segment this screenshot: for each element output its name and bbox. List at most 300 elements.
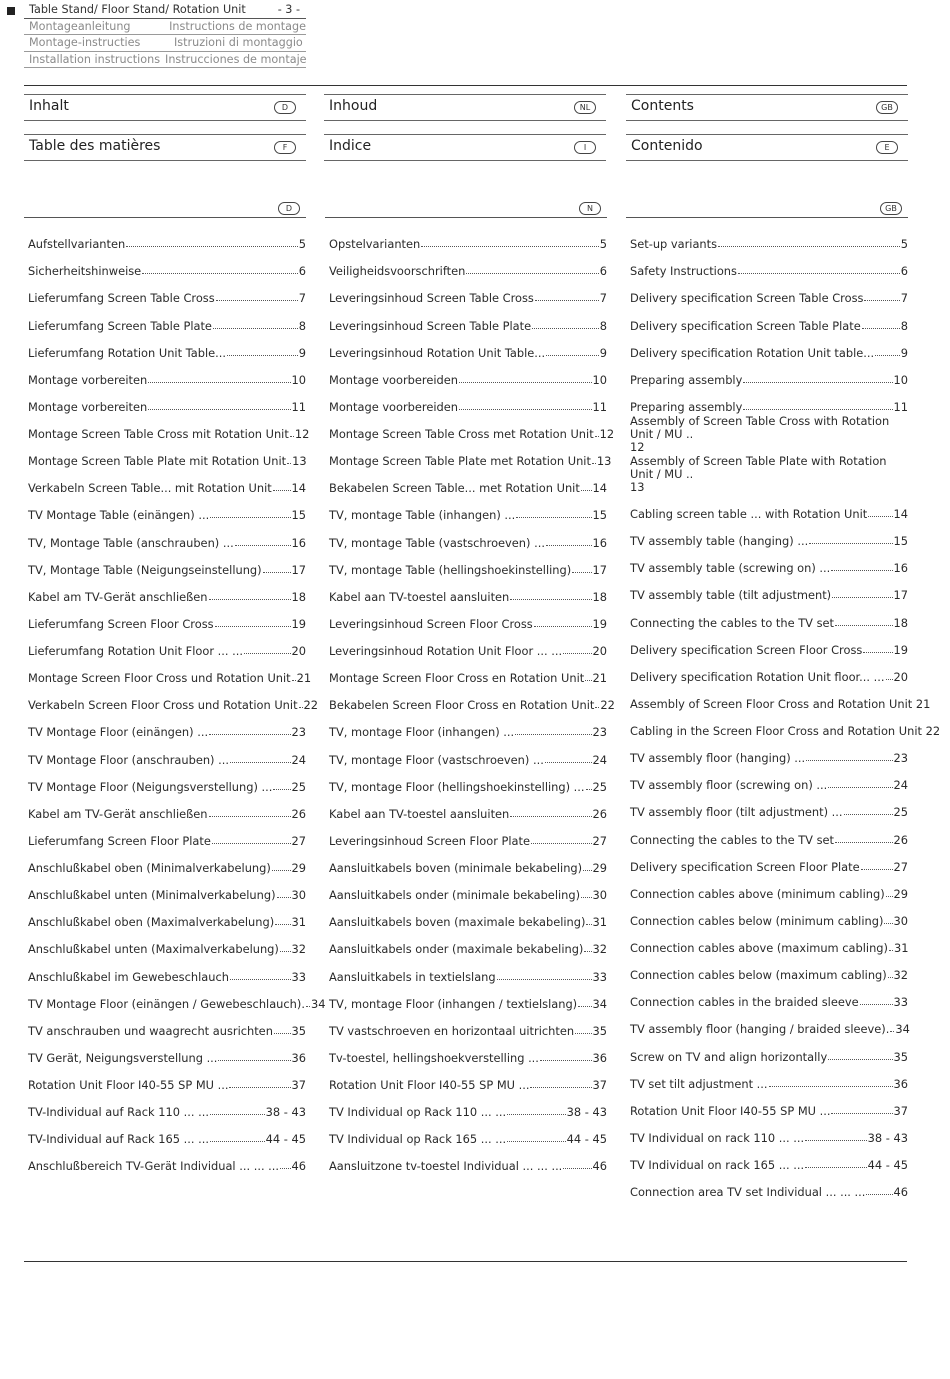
dot-leader: [277, 896, 291, 898]
toc-entry: [626, 1091, 908, 1118]
toc-entry: [626, 305, 908, 332]
toc-entry-title: Leveringsinhoud Screen Table Cross: [329, 291, 534, 306]
dot-leader: [275, 923, 290, 925]
toc-entry: [24, 685, 319, 713]
dot-leader: [292, 679, 296, 681]
toc-entry: [626, 819, 908, 846]
toc-entry-page: 23: [291, 725, 306, 740]
toc-entry-page: 23: [893, 751, 908, 766]
toc-entry-page: 27: [291, 833, 306, 848]
toc-entry-page: 15: [291, 508, 306, 523]
toc-entry: [325, 387, 607, 414]
toc-entry: [325, 305, 607, 332]
toc-entry-page: 25: [592, 779, 607, 794]
dot-leader: [148, 408, 290, 410]
toc-entry-page: 11: [592, 399, 607, 414]
column-code-badge: GB: [880, 202, 902, 215]
dot-leader: [563, 1167, 591, 1169]
dot-leader: [890, 1030, 894, 1032]
dot-leader: [835, 841, 893, 843]
toc-entry: [325, 278, 607, 305]
toc-entry-title: Anschlußkabel unten (Minimalverkabelung): [28, 888, 276, 903]
toc-entry-page: 21: [592, 671, 607, 686]
dot-leader: [546, 544, 592, 546]
toc-entry-title: Delivery specification Screen Floor Cross: [630, 642, 863, 657]
toc-entry-title: Leveringsinhoud Rotation Unit Floor ... ...: [329, 644, 563, 658]
toc-entry-title: TV assembly table (screwing on) ...: [630, 561, 831, 576]
toc-entry-page: 12: [599, 427, 615, 441]
toc-entry: [24, 956, 306, 983]
toc-entry-title: TV assembly table (hanging) ...: [630, 534, 809, 549]
toc-entry-page: 13: [596, 454, 612, 469]
dot-leader: [546, 354, 599, 356]
toc-entry-page: 18: [592, 589, 607, 604]
dot-leader: [273, 489, 291, 491]
toc-entry: [24, 251, 306, 278]
toc-entry-title: Aansluitkabels onder (maximale bekabeling): [329, 942, 584, 957]
toc-entry-title: Connection cables above (maximum cabling): [630, 941, 888, 955]
toc-entry-page: 9: [298, 345, 306, 360]
toc-entry: [24, 333, 306, 360]
dot-leader: [306, 1005, 310, 1007]
toc-entry-title: Connection cables below (maximum cabling): [630, 968, 887, 983]
toc-entry: [24, 522, 306, 549]
toc-entry-title: TV Montage Floor (Neigungsverstellung) ...: [28, 779, 273, 794]
toc-entry: [626, 1036, 908, 1063]
lang-code-badge: D: [274, 101, 296, 114]
toc-column-nl: [325, 201, 615, 1174]
toc-entry-title: Delivery specification Screen Table Plate: [630, 318, 861, 333]
lang-heading-title: Table des matières: [29, 138, 161, 154]
toc-entry-title: Anschlußkabel oben (Minimalverkabelung): [28, 861, 271, 875]
dot-leader: [545, 761, 592, 763]
toc-entry-title: Aansluitkabels in textielslang: [329, 969, 496, 984]
toc-entry-title: Cabling in the Screen Floor Cross and Rotation Unit 22: [630, 724, 941, 738]
dot-leader: [263, 571, 291, 573]
lang-heading-gb: [626, 94, 908, 121]
toc-entry: [325, 1146, 607, 1173]
toc-entry-title: TV assembly floor (hanging / braided sleeve).: [630, 1022, 890, 1037]
toc-column-header: [325, 201, 607, 218]
toc-entry-title: Montage voorbereiden: [329, 399, 458, 414]
lang-heading-e: [626, 134, 908, 161]
lang-code-badge: NL: [574, 101, 596, 114]
toc-entry-title: Connection area TV set Individual ... ... ...: [630, 1185, 866, 1200]
toc-entry-title: Bekabelen Screen Table... met Rotation Unit: [329, 481, 580, 496]
toc-entry-title: Safety Instructions: [630, 264, 737, 279]
toc-entry: [626, 955, 908, 982]
toc-entry-page: 33: [291, 969, 306, 984]
toc-entry-page: 11: [291, 399, 306, 414]
toc-entry-title: TV, Montage Table (anschrauben) ...: [28, 535, 234, 550]
toc-entry-page: 46: [291, 1159, 306, 1174]
dot-leader: [835, 624, 893, 626]
dot-leader: [866, 1193, 892, 1195]
toc-entry-title: TV Individual op Rack 110 ... ...: [329, 1105, 507, 1120]
toc-entry-title: Kabel am TV-Gerät anschließen: [28, 806, 208, 821]
lang-heading-title: Contenido: [631, 138, 703, 154]
toc-entry-page: 8: [298, 318, 306, 333]
toc-entry-title: TV, montage Floor (inhangen / textielslang): [329, 996, 578, 1011]
toc-entry: [626, 1118, 908, 1145]
dot-leader: [534, 625, 592, 627]
dot-leader: [864, 299, 899, 301]
toc-entry: [325, 522, 607, 549]
toc-entry: [24, 577, 306, 604]
toc-entry-page: 38 - 43: [265, 1105, 306, 1120]
dot-leader: [299, 706, 303, 708]
toc-entry: [24, 414, 310, 441]
top-divider-rule: [24, 85, 907, 86]
toc-entry: [626, 494, 908, 521]
toc-entry-list: [626, 224, 941, 1200]
dot-leader: [886, 895, 893, 897]
toc-entry: [626, 387, 908, 414]
toc-entry: [24, 848, 306, 875]
dot-leader: [507, 1140, 566, 1142]
toc-entry-title: Anschlußkabel im Gewebeschlauch: [28, 969, 229, 984]
dot-leader: [230, 978, 291, 980]
bottom-divider-rule: [24, 1261, 907, 1262]
toc-entry-title: TV Montage Floor (einängen / Gewebeschlauch).: [28, 996, 305, 1011]
dot-leader: [244, 652, 291, 654]
toc-entry: [24, 1038, 306, 1065]
toc-entry-page: 10: [893, 372, 908, 387]
dot-leader: [875, 354, 900, 356]
toc-entry-title: TV anschrauben und waagrecht ausrichten: [28, 1023, 273, 1038]
dot-leader: [592, 462, 596, 464]
toc-entry-page: 22: [303, 698, 319, 713]
dot-leader: [507, 1113, 566, 1115]
toc-entry-page: 35: [291, 1023, 306, 1038]
dot-leader: [287, 462, 291, 464]
toc-entry-page: 46: [893, 1185, 908, 1200]
toc-entry: [626, 360, 908, 387]
toc-entry-page: 9: [900, 345, 908, 360]
toc-entry-page: 37: [893, 1103, 908, 1118]
toc-entry-page: 35: [893, 1049, 908, 1064]
toc-entry-page: 19: [893, 642, 908, 657]
toc-entry-page: 8: [599, 318, 607, 333]
dot-leader: [831, 569, 892, 571]
toc-entry-page: 29: [291, 861, 306, 875]
toc-entry-title: TV, montage Table (vastschroeven) ...: [329, 535, 545, 550]
toc-entry-page: 19: [592, 616, 607, 631]
dot-leader: [273, 788, 290, 790]
toc-entry-title: TV Individual on rack 110 ... ...: [630, 1130, 805, 1145]
toc-entry: [24, 1119, 306, 1146]
dot-leader: [860, 1003, 893, 1005]
toc-entry-title: TV, montage Floor (inhangen) ...: [329, 725, 515, 740]
dot-leader: [218, 1059, 290, 1061]
toc-entry-title: Preparing assembly: [630, 372, 743, 387]
toc-entry-title: Sicherheitshinweise: [28, 264, 142, 279]
toc-entry-title: Lieferumfang Rotation Unit Table...: [28, 345, 226, 360]
toc-entry-title: Tv-toestel, hellingshoekverstelling ...: [329, 1050, 539, 1065]
toc-entry-title: Leveringsinhoud Screen Floor Cross: [329, 616, 533, 631]
toc-entry-title: Lieferumfang Rotation Unit Floor ... ...: [28, 644, 243, 658]
toc-entry-title: Montage vorbereiten: [28, 372, 148, 387]
toc-entry: [24, 224, 306, 251]
header-title: Table Stand/ Floor Stand/ Rotation Unit: [29, 3, 246, 17]
dot-leader: [530, 1086, 591, 1088]
toc-entry: [626, 1172, 908, 1199]
toc-entry-page: 8: [900, 318, 908, 333]
dot-leader: [215, 625, 291, 627]
toc-entry-title: TV assembly floor (hanging) ...: [630, 751, 806, 766]
toc-entry: [626, 414, 908, 454]
dot-leader: [209, 598, 291, 600]
toc-entry: [24, 387, 306, 414]
toc-entry-page: 18: [291, 589, 306, 604]
toc-entry: [626, 333, 908, 360]
toc-entry-page: 27: [893, 859, 908, 874]
toc-entry: [325, 821, 607, 848]
lang-heading-title: Contents: [631, 98, 694, 114]
toc-entry-page: 36: [893, 1076, 908, 1091]
toc-entry: [626, 765, 908, 792]
toc-entry-page: 19: [291, 616, 306, 631]
toc-entry-page: 44 - 45: [566, 1132, 607, 1147]
toc-entry-page: 23: [592, 725, 607, 740]
toc-entry: [24, 658, 312, 686]
dot-leader: [210, 1140, 265, 1142]
toc-entry-page: 14: [893, 507, 908, 521]
toc-entry-page: 34: [310, 996, 326, 1011]
dot-leader: [585, 679, 591, 681]
toc-entry-page: 29: [893, 886, 908, 901]
toc-entry-title: Verkabeln Screen Table... mit Rotation Unit: [28, 481, 272, 496]
dot-leader: [459, 381, 592, 383]
toc-entry-page: 33: [893, 995, 908, 1010]
dot-leader: [540, 1059, 592, 1061]
toc-entry: [325, 577, 607, 604]
dot-leader: [743, 381, 892, 383]
toc-entry: [626, 224, 908, 251]
toc-entry: [626, 928, 908, 955]
toc-entry-title: Lieferumfang Screen Table Cross: [28, 291, 215, 306]
dot-leader: [516, 516, 591, 518]
toc-entry-page: 6: [599, 264, 607, 279]
toc-entry-page: 10: [592, 372, 607, 387]
toc-entry: [325, 848, 607, 875]
toc-entry-title: TV Montage Floor (anschrauben) ...: [28, 752, 229, 767]
dot-leader: [861, 868, 893, 870]
dot-leader: [459, 408, 592, 410]
header-lang-label: Instructions de montage: [169, 19, 306, 33]
toc-entry: [24, 739, 306, 766]
dot-leader: [235, 544, 291, 546]
toc-entry-page: 20: [291, 644, 306, 658]
toc-entry-page: 7: [900, 291, 908, 306]
toc-entry-page: 18: [893, 615, 908, 630]
toc-entry-title: TV assembly floor (screwing on) ...: [630, 778, 828, 793]
column-code-badge: D: [278, 202, 300, 215]
dot-leader: [889, 949, 893, 951]
header-lang-label: Montageanleitung: [29, 19, 131, 33]
toc-entry-title: Delivery specification Screen Floor Plate: [630, 859, 860, 874]
toc-entry: [24, 984, 326, 1011]
toc-entry: [626, 792, 908, 819]
toc-entry-page: 29: [592, 861, 607, 875]
toc-entry: [325, 468, 607, 495]
toc-entry: [325, 685, 615, 713]
header-title-row: [24, 2, 306, 19]
toc-entry: [325, 1038, 607, 1065]
toc-entry-title: Montage Screen Table Cross mit Rotation Unit: [28, 427, 289, 441]
dot-leader: [884, 922, 892, 924]
lang-code-badge: GB: [876, 101, 898, 114]
dot-leader: [769, 1085, 893, 1087]
toc-entry-page: 15: [893, 534, 908, 549]
dot-leader: [535, 299, 599, 301]
dot-leader: [886, 678, 893, 680]
toc-entry: [325, 360, 607, 387]
toc-entry: [325, 333, 607, 360]
toc-entry-page: 34: [592, 996, 607, 1011]
toc-entry-page: 6: [298, 264, 306, 279]
toc-entry-page: 25: [291, 779, 306, 794]
toc-entry-title: TV Individual op Rack 165 ... ...: [329, 1132, 507, 1147]
toc-entry-title: Veiligheidsvoorschriften: [329, 264, 466, 279]
toc-entry-page: 30: [592, 888, 607, 903]
toc-entry-title: Montage voorbereiden: [329, 372, 458, 387]
lang-heading-title: Inhalt: [29, 98, 69, 114]
toc-entry-page: 11: [893, 399, 908, 414]
toc-entry-page: 32: [893, 968, 908, 983]
toc-entry: [325, 495, 607, 522]
toc-entry-title: Aansluitzone tv-toestel Individual ... ... ...: [329, 1159, 563, 1174]
toc-entry: [325, 875, 607, 902]
toc-entry: [626, 711, 941, 738]
toc-entry: [325, 224, 607, 251]
toc-entry: [24, 278, 306, 305]
toc-entry-page: 32: [291, 942, 306, 957]
toc-entry-title: Aansluitkabels boven (minimale bekabeling): [329, 861, 583, 875]
toc-entry-page: 32: [592, 942, 607, 957]
toc-entry-page: 13: [630, 479, 645, 494]
toc-entry: [325, 1011, 607, 1038]
dot-leader: [421, 245, 599, 247]
toc-entry-title: Preparing assembly: [630, 399, 743, 414]
toc-entry: [24, 712, 306, 739]
toc-entry-page: 36: [291, 1050, 306, 1065]
toc-entry-list: [24, 224, 326, 1174]
toc-entry-page: 36: [592, 1050, 607, 1065]
toc-entry-title: TV Montage Floor (einängen) ...: [28, 725, 209, 740]
toc-entry-title: Montage vorbereiten: [28, 399, 148, 414]
toc-entry: [24, 360, 306, 387]
toc-entry-list: [325, 224, 615, 1174]
toc-entry-page: 35: [592, 1023, 607, 1038]
toc-entry-title: Rotation Unit Floor I40-55 SP MU ...: [329, 1078, 530, 1092]
toc-entry-title: TV Montage Table (einängen) ...: [28, 508, 210, 523]
dot-leader: [743, 408, 892, 410]
dot-leader: [229, 1086, 290, 1088]
toc-entry: [24, 1092, 306, 1119]
toc-entry-title: Assembly of Screen Floor Cross and Rotation Unit 21: [630, 696, 931, 711]
dot-leader: [216, 299, 298, 301]
toc-entry-page: 15: [592, 508, 607, 523]
toc-entry: [325, 767, 607, 794]
toc-entry-title: Kabel aan TV-toestel aansluiten: [329, 589, 510, 604]
toc-entry-title: Leveringsinhoud Rotation Unit Table...: [329, 345, 546, 360]
toc-entry: [626, 575, 908, 602]
toc-entry-title: TV assembly table (tilt adjustment): [630, 588, 832, 603]
toc-entry-page: 31: [893, 941, 909, 955]
toc-entry-title: Verkabeln Screen Floor Cross und Rotation Unit: [28, 698, 298, 713]
toc-entry-title: Connection cables in the braided sleeve: [630, 995, 859, 1010]
toc-entry-page: 6: [900, 264, 908, 279]
dot-leader: [718, 245, 900, 247]
toc-entry-title: TV, montage Table (hellingshoekinstelling): [329, 562, 572, 577]
toc-entry-page: 5: [298, 237, 306, 252]
toc-entry: [626, 657, 908, 684]
toc-entry-title: Rotation Unit Floor I40-55 SP MU ...: [630, 1103, 831, 1118]
header-lang-label: Montage-instructies: [29, 36, 141, 50]
toc-entry: [626, 901, 908, 928]
toc-entry-page: 20: [893, 669, 908, 684]
dot-leader: [809, 542, 892, 544]
header-lang-label: Istruzioni di montaggio: [174, 36, 303, 50]
toc-entry-page: 5: [900, 237, 908, 252]
dot-leader: [272, 869, 291, 871]
toc-entry-title: Montage Screen Table Plate mit Rotation Unit: [28, 454, 287, 469]
toc-entry-title: Assembly of Screen Table Cross with Rotation Unit / MU ..: [630, 413, 890, 441]
toc-entry: [626, 874, 908, 901]
toc-entry: [626, 847, 908, 874]
header-lang-label: Instrucciones de montaje: [165, 52, 307, 66]
dot-leader: [578, 1005, 591, 1007]
toc-entry: [24, 604, 306, 631]
toc-entry-title: Rotation Unit Floor I40-55 SP MU ...: [28, 1078, 229, 1092]
toc-entry-page: 24: [893, 778, 908, 793]
dot-leader: [738, 272, 900, 274]
toc-entry: [24, 550, 306, 577]
toc-entry-title: Montage Screen Floor Cross en Rotation Unit: [329, 671, 585, 686]
toc-entry: [626, 548, 908, 575]
toc-entry-page: 38 - 43: [867, 1130, 908, 1145]
toc-entry: [325, 984, 607, 1011]
dot-leader: [583, 869, 591, 871]
toc-entry-title: Aansluitkabels onder (minimale bekabeling): [329, 888, 581, 903]
lang-heading-d: [24, 94, 306, 121]
toc-entry: [24, 468, 306, 495]
toc-entry: [325, 441, 612, 469]
dot-leader: [863, 651, 892, 653]
toc-entry: [626, 982, 908, 1009]
toc-entry-title: Assembly of Screen Table Plate with Rotation Unit / MU ..: [630, 453, 887, 481]
toc-entry-title: Leveringsinhoud Screen Table Plate: [329, 318, 532, 333]
dot-leader: [274, 1032, 291, 1034]
toc-entry-title: Delivery specification Screen Table Cross: [630, 291, 864, 306]
toc-entry-page: 24: [592, 752, 607, 767]
toc-entry: [24, 1011, 306, 1038]
dot-leader: [828, 1058, 892, 1060]
toc-entry-title: Opstelvarianten: [329, 237, 421, 252]
lang-heading-f: [24, 134, 306, 161]
toc-entry: [626, 1064, 908, 1091]
toc-entry-title: TV, montage Floor (hellingshoekinstelling) ...: [329, 779, 585, 794]
document-header: [24, 2, 306, 68]
toc-entry-title: TV Gerät, Neigungsverstellung ...: [28, 1050, 218, 1065]
toc-entry-title: TV Individual on rack 165 ... ...: [630, 1158, 805, 1172]
toc-entry-title: Kabel aan TV-toestel aansluiten: [329, 806, 510, 821]
lang-heading-nl: [324, 94, 606, 121]
toc-entry-page: 31: [291, 915, 306, 930]
toc-entry-title: TV, montage Table (inhangen) ...: [329, 508, 516, 523]
toc-entry-page: 12: [294, 427, 310, 441]
